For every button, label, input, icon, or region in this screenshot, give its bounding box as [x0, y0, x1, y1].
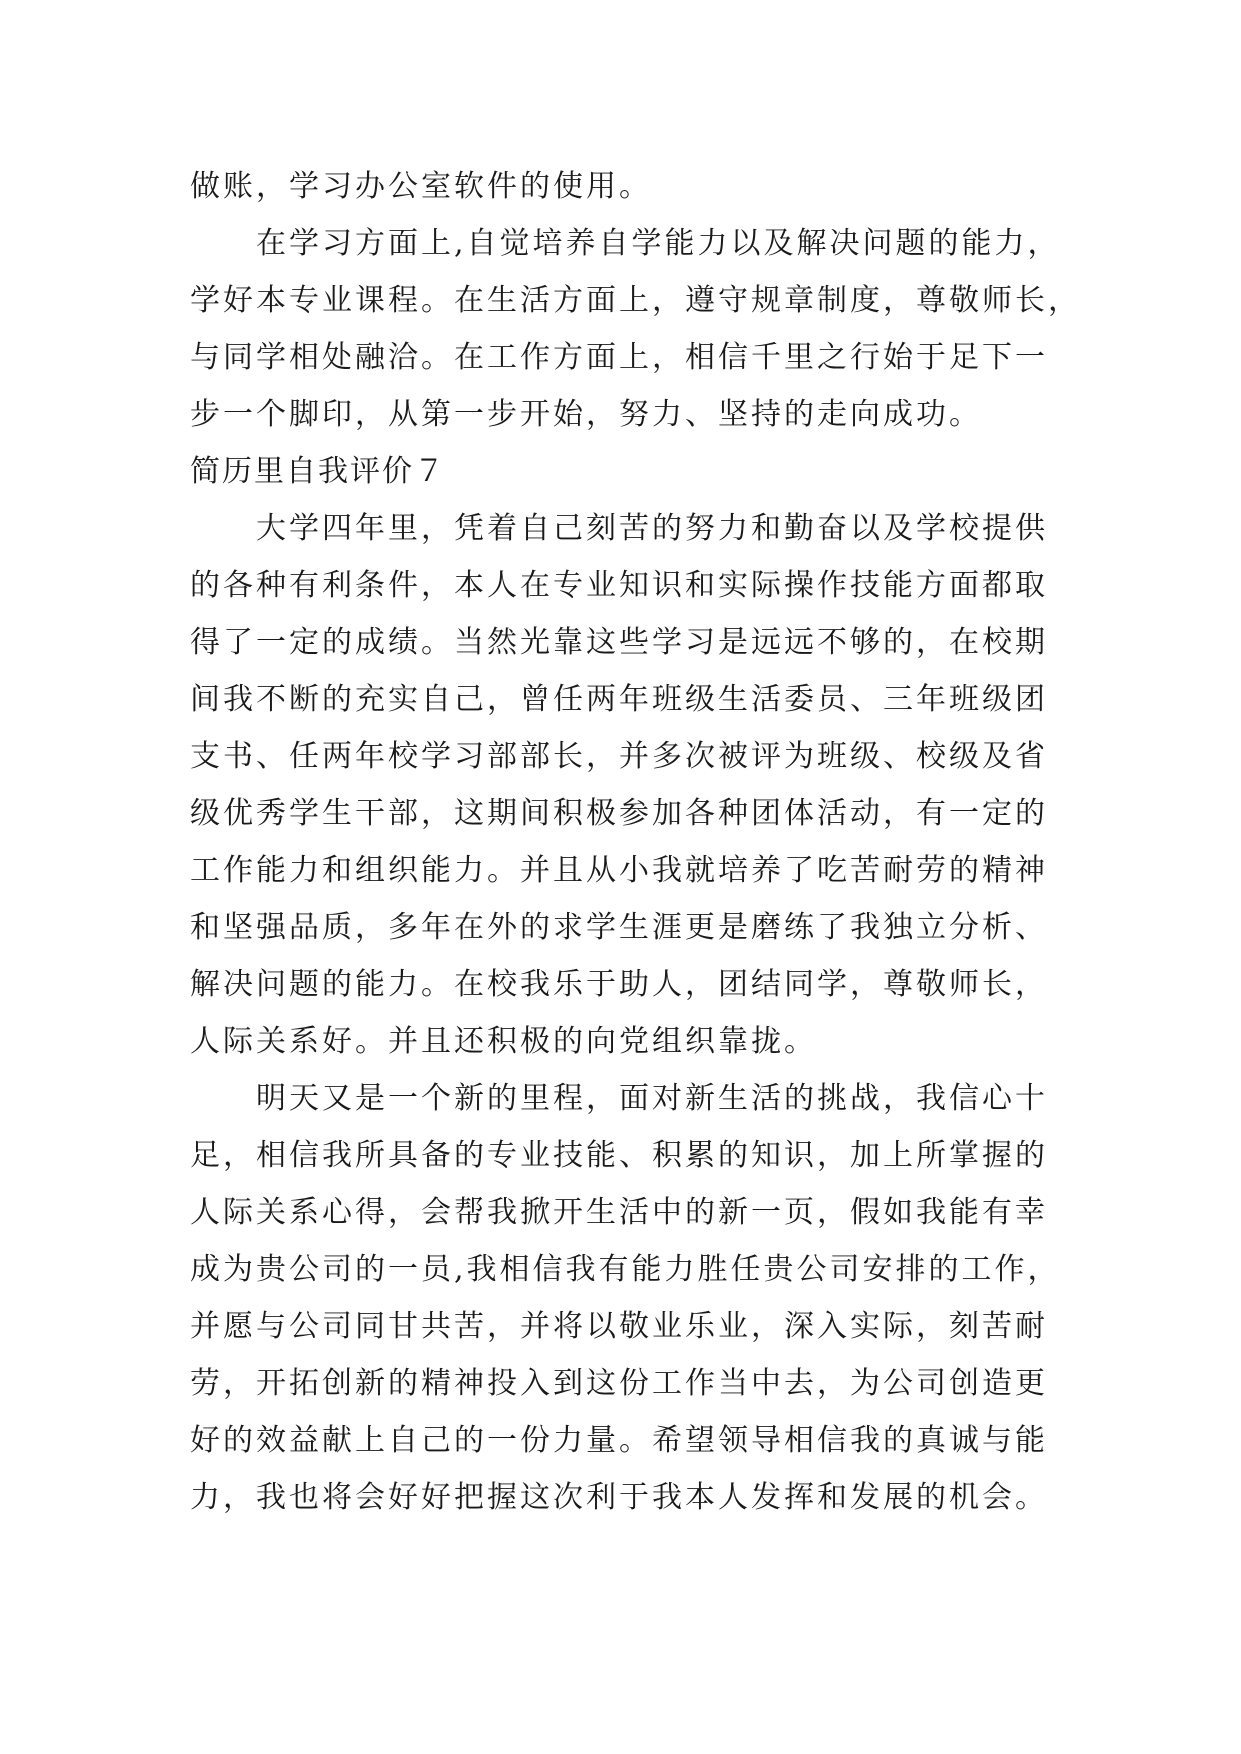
paragraph-2 — [190, 215, 1081, 443]
paragraph-1 — [190, 158, 1070, 215]
text-line: 人际关系心得，会帮我掀开生活中的新一页，假如我能有幸 — [190, 1195, 1048, 1230]
paragraph-4 — [190, 1070, 1070, 1526]
text-line: 得了一定的成绩。当然光靠这些学习是远远不够的，在校期 — [190, 625, 1048, 660]
text-line: 与同学相处融洽。在工作方面上，相信千里之行始于足下一 — [190, 340, 1048, 375]
section-heading: 简历里自我评价７ — [190, 454, 446, 489]
text-line: 学好本专业课程。在生活方面上，遵守规章制度，尊敬师长， — [190, 283, 1081, 318]
text-line: 做账，学习办公室软件的使用。 — [190, 169, 652, 204]
text-line: 和坚强品质，多年在外的求学生涯更是磨练了我独立分析、 — [190, 910, 1048, 945]
text-line: 足，相信我所具备的专业技能、积累的知识，加上所掌握的 — [190, 1138, 1048, 1173]
document-body — [190, 158, 1081, 1526]
text-line: 级优秀学生干部，这期间积极参加各种团体活动，有一定的 — [190, 796, 1048, 831]
text-line: 解决问题的能力。在校我乐于助人，团结同学，尊敬师长， — [190, 967, 1048, 1002]
text-line: 的各种有利条件，本人在专业知识和实际操作技能方面都取 — [190, 568, 1048, 603]
text-line: 支书、任两年校学习部部长，并多次被评为班级、校级及省 — [190, 739, 1048, 774]
text-line: 成为贵公司的一员,我相信我有能力胜任贵公司安排的工作， — [190, 1252, 1061, 1287]
text-line: 人际关系好。并且还积极的向党组织靠拢。 — [190, 1024, 817, 1059]
text-line: 劳，开拓创新的精神投入到这份工作当中去，为公司创造更 — [190, 1366, 1048, 1401]
text-line: 明天又是一个新的里程，面对新生活的挑战，我信心十 — [256, 1081, 1048, 1116]
text-line: 在学习方面上,自觉培养自学能力以及解决问题的能力， — [256, 226, 1061, 261]
text-line: 间我不断的充实自己，曾任两年班级生活委员、三年班级团 — [190, 682, 1048, 717]
text-line: 步一个脚印，从第一步开始，努力、坚持的走向成功。 — [190, 397, 982, 432]
text-line: 大学四年里，凭着自己刻苦的努力和勤奋以及学校提供 — [256, 511, 1048, 546]
text-line: 工作能力和组织能力。并且从小我就培养了吃苦耐劳的精神 — [190, 853, 1048, 888]
text-line: 力，我也将会好好把握这次利于我本人发挥和发展的机会。 — [190, 1480, 1048, 1515]
paragraph-3 — [190, 500, 1070, 1070]
text-line: 好的效益献上自己的一份力量。希望领导相信我的真诚与能 — [190, 1423, 1048, 1458]
text-line: 并愿与公司同甘共苦，并将以敬业乐业，深入实际，刻苦耐 — [190, 1309, 1048, 1344]
